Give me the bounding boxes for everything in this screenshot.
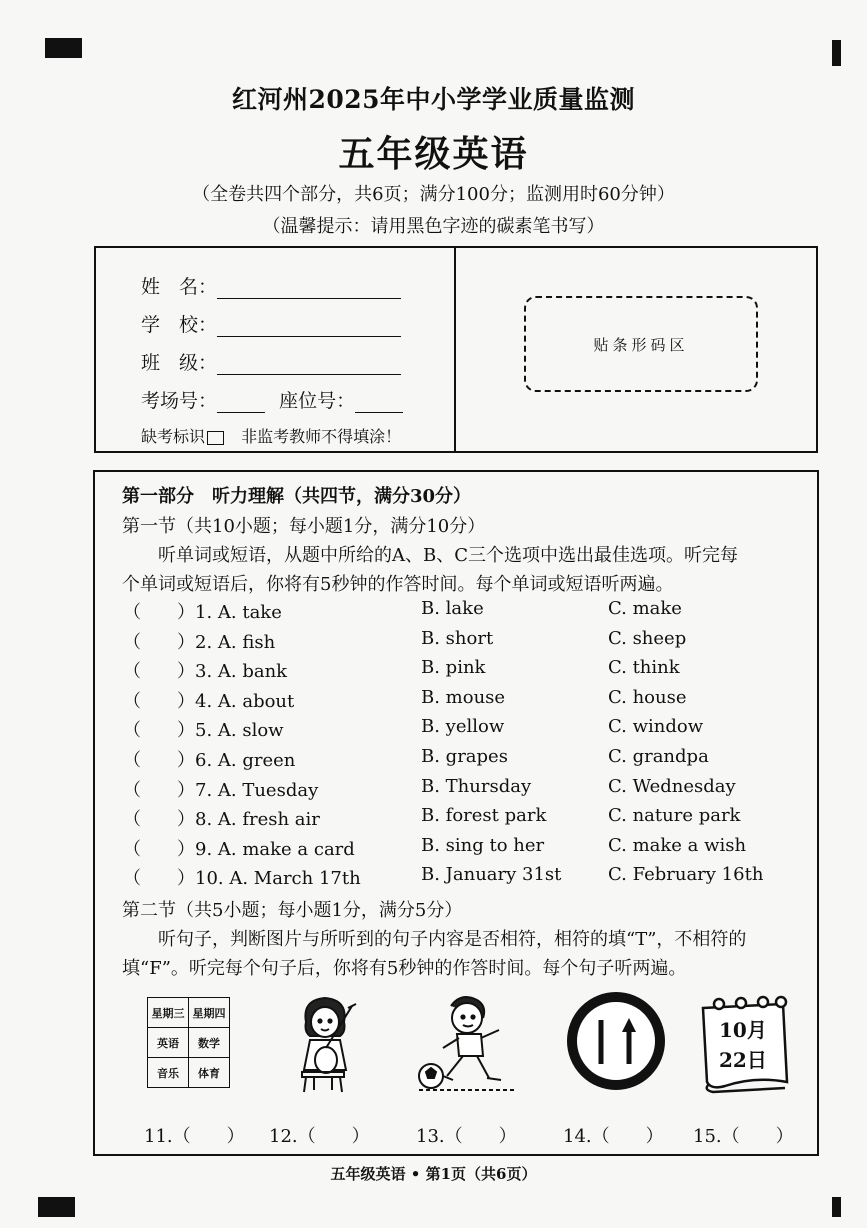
- question-stem[interactable]: （ ）5. A. slow: [123, 720, 284, 742]
- table-row: [148, 998, 230, 1028]
- registration-mark-top-left: [45, 38, 82, 58]
- question-stem[interactable]: （ ）6. A. green: [123, 750, 296, 771]
- option-c: C. sheep: [608, 627, 687, 649]
- option-b: B. mouse: [421, 686, 506, 708]
- class-field[interactable]: [141, 348, 401, 375]
- class-line[interactable]: [217, 354, 401, 375]
- school-line[interactable]: [217, 316, 401, 337]
- question-stem[interactable]: （ ）4. A. about: [123, 690, 295, 712]
- option-c: C. grandpa: [608, 746, 709, 767]
- picture-11-schedule: [147, 997, 230, 1088]
- option-c: C. nature park: [608, 805, 741, 827]
- option-b: B. Thursday: [421, 775, 532, 797]
- calendar-month: 10月: [719, 1018, 767, 1042]
- schedule-cell: 体育: [189, 1058, 230, 1088]
- option-b: B. sing to her: [421, 834, 545, 856]
- name-label: 姓 名：: [141, 276, 218, 298]
- writing-tip: （温馨提示：请用黑色字迹的碳素笔书写）: [262, 216, 605, 237]
- option-c: C. make: [608, 598, 682, 619]
- schedule-cell: 星期三: [148, 998, 189, 1028]
- absent-checkbox[interactable]: [207, 431, 224, 445]
- picture-14-traffic-sign: [567, 992, 665, 1090]
- barcode-label: 贴条形码区: [593, 335, 689, 354]
- room-label: 考场号：: [141, 390, 218, 412]
- question-stem[interactable]: （ ）9. A. make a card: [123, 838, 355, 860]
- option-c: C. window: [608, 716, 704, 738]
- option-c: C. make a wish: [608, 834, 747, 856]
- seat-label: 座位号：: [279, 390, 356, 412]
- question-stem[interactable]: （ ）1. A. take: [123, 602, 282, 623]
- registration-mark-bottom-right: [832, 1197, 841, 1217]
- answer-15[interactable]: 15.（ ）: [693, 1126, 794, 1147]
- schedule-cell: 数学: [189, 1028, 230, 1058]
- subject-title: 五年级英语: [338, 133, 529, 175]
- option-b: B. pink: [421, 657, 486, 679]
- section2-instruction-1: 听句子，判断图片与所听到的句子内容是否相符，相符的填“T”，不相符的: [158, 929, 747, 950]
- section1-instruction-2: 个单词或短语后，你将有5秒钟的作答时间。每个单词或短语听两遍。: [122, 574, 674, 595]
- table-row: [148, 1058, 230, 1088]
- answer-13[interactable]: 13.（ ）: [416, 1126, 517, 1147]
- room-seat-field[interactable]: [141, 386, 403, 413]
- picture-12-girl-pipa: [280, 992, 370, 1097]
- class-label: 班 级：: [141, 352, 218, 374]
- registration-mark-bottom-left: [38, 1197, 75, 1217]
- question-stem[interactable]: （ ）7. A. Tuesday: [123, 779, 319, 801]
- answer-14[interactable]: 14.（ ）: [563, 1126, 664, 1147]
- picture-13-boy-football: [417, 992, 522, 1097]
- option-b: B. short: [421, 627, 494, 649]
- section2-heading: 第二节（共5小题；每小题1分，满分5分）: [122, 900, 463, 921]
- option-b: B. lake: [421, 598, 484, 619]
- section1-instruction-1: 听单词或短语，从题中所给的A、B、C三个选项中选出最佳选项。听完每: [158, 545, 738, 566]
- section2-instruction-2: 填“F”。听完每个句子后，你将有5秒钟的作答时间。每个句子听两遍。: [122, 958, 687, 979]
- answer-12[interactable]: 12.（ ）: [269, 1126, 370, 1147]
- part1-heading: 第一部分 听力理解（共四节，满分30分）: [122, 486, 472, 507]
- picture-15-calendar: [695, 994, 793, 1098]
- question-stem[interactable]: （ ）3. A. bank: [123, 661, 288, 683]
- name-line[interactable]: [217, 278, 401, 299]
- section1-heading: 第一节（共10小题；每小题1分，满分10分）: [122, 516, 486, 537]
- answer-11[interactable]: 11.（ ）: [144, 1126, 245, 1147]
- question-stem[interactable]: （ ）10. A. March 17th: [123, 868, 361, 890]
- info-divider: [454, 248, 456, 451]
- option-c: C. February 16th: [608, 864, 764, 886]
- registration-mark-top-right: [832, 40, 841, 66]
- absent-note: 非监考教师不得填涂！: [241, 427, 402, 446]
- schedule-cell: 音乐: [148, 1058, 189, 1088]
- absent-field: [141, 424, 401, 447]
- seat-line[interactable]: [355, 392, 403, 413]
- school-field[interactable]: [141, 310, 401, 337]
- option-c: C. house: [608, 686, 687, 708]
- room-line[interactable]: [217, 392, 265, 413]
- question-stem[interactable]: （ ）8. A. fresh air: [123, 809, 320, 831]
- page-footer: 五年级英语 • 第1页（共6页）: [330, 1165, 537, 1183]
- schedule-cell: 星期四: [189, 998, 230, 1028]
- exam-info: （全卷共四个部分，共6页；满分100分；监测用时60分钟）: [192, 184, 675, 205]
- table-row: [148, 1028, 230, 1058]
- option-b: B. January 31st: [421, 864, 562, 886]
- question-stem[interactable]: （ ）2. A. fish: [123, 631, 276, 653]
- option-c: C. Wednesday: [608, 775, 736, 797]
- school-label: 学 校：: [141, 314, 218, 336]
- part1-box: [93, 470, 819, 1156]
- name-field[interactable]: [141, 272, 401, 299]
- barcode-zone: [524, 296, 758, 392]
- schedule-cell: 英语: [148, 1028, 189, 1058]
- option-c: C. think: [608, 657, 680, 679]
- student-info-box: [94, 246, 818, 453]
- option-b: B. forest park: [421, 805, 547, 827]
- exam-title: 红河州2025年中小学学业质量监测: [231, 85, 636, 114]
- schedule-table: [147, 997, 230, 1088]
- option-b: B. yellow: [421, 716, 505, 738]
- calendar-day: 22日: [719, 1048, 767, 1072]
- absent-label: 缺考标识: [141, 427, 206, 446]
- option-b: B. grapes: [421, 746, 508, 767]
